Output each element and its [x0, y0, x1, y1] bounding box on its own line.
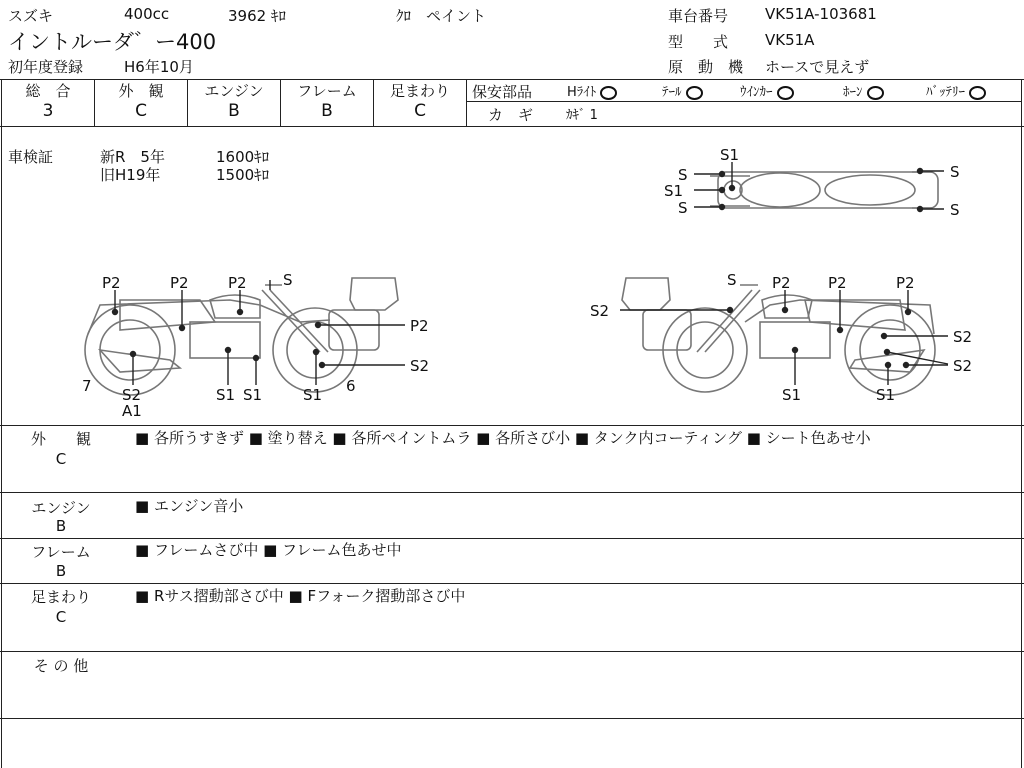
color: ｸﾛ ペイント	[396, 7, 487, 25]
motorcycle-top-view	[710, 172, 938, 208]
diagram-label: S1	[303, 386, 323, 404]
inspection-old-value: 1500ｷﾛ	[216, 166, 270, 184]
inspection-label: 車検証	[8, 148, 54, 166]
diagram-label: S	[678, 166, 688, 184]
model-name: イントルーダ゛ー400	[8, 30, 217, 54]
engine-label: 原 動 機	[668, 58, 744, 76]
safety-label: 保安部品	[472, 83, 533, 101]
ok-circle-icon	[686, 86, 703, 100]
safety-horn: ﾎｰﾝ	[843, 81, 884, 100]
diagram-label: P2	[170, 274, 189, 292]
ok-circle-icon	[969, 86, 986, 100]
diagram-label: S1	[664, 182, 684, 200]
diagram-label: S2	[122, 386, 142, 404]
diagram-label: P2	[772, 274, 791, 292]
comment-text-frame: ■ フレームさび中 ■ フレーム色あせ中	[135, 541, 402, 559]
grade-value-exterior: C	[135, 101, 147, 121]
inspection-old-label: 旧H19年	[100, 166, 161, 184]
grade-header-frame: フレーム	[297, 82, 357, 100]
mileage: 3962 ｷﾛ	[228, 7, 286, 25]
diagram-label: S2	[953, 357, 973, 375]
diagram-label: S	[950, 201, 960, 219]
diagram-label: P2	[102, 274, 121, 292]
first-reg-value: H6年10月	[124, 58, 194, 76]
comment-text-engine: ■ エンジン音小	[135, 497, 244, 515]
grade-value-engine: B	[228, 101, 240, 121]
grade-value-overall: 3	[42, 101, 54, 121]
ok-circle-icon	[867, 86, 884, 100]
frame-no-value: VK51A-103681	[765, 5, 877, 23]
type-label: 型 式	[668, 33, 729, 51]
diagram-label: P2	[228, 274, 247, 292]
maker: スズキ	[8, 7, 54, 25]
grade-header-exterior: 外 観	[118, 82, 164, 100]
diagram-label: 7	[82, 377, 92, 395]
safety-winker: ｳｲﾝｶｰ	[740, 81, 794, 100]
comment-title-engine: エンジン	[31, 499, 91, 517]
motorcycle-damage-diagram	[0, 126, 1024, 426]
diagram-label: S1	[876, 386, 896, 404]
engine-value: ホースで見えず	[765, 58, 870, 76]
diagram-label: S1	[216, 386, 236, 404]
comment-grade-frame: B	[55, 562, 67, 580]
comment-text-exterior: ■ 各所うすきず ■ 塗り替え ■ 各所ペイントムラ ■ 各所さび小 ■ タンク内コーティング ■ シート色あせ小	[135, 429, 871, 447]
diagram-label: S2	[590, 302, 610, 320]
diagram-label: S	[727, 271, 737, 289]
diagram-label: S1	[243, 386, 263, 404]
diagram-label: 6	[346, 377, 356, 395]
diagram-label: S1	[782, 386, 802, 404]
diagram-label: S	[283, 271, 293, 289]
ok-circle-icon	[777, 86, 794, 100]
comment-grade-suspension: C	[55, 608, 67, 626]
diagram-label: P2	[828, 274, 847, 292]
inspection-new-value: 1600ｷﾛ	[216, 148, 270, 166]
inspection-new-label: 新R 5年	[100, 148, 165, 166]
comment-title-suspension: 足まわり	[30, 588, 91, 606]
diagram-label: A1	[122, 402, 142, 420]
key-value: ｶｷﾞ 1	[566, 108, 598, 123]
grade-header-engine: エンジン	[204, 82, 264, 100]
diagram-label: P2	[896, 274, 915, 292]
diagram-label: S	[950, 163, 960, 181]
comment-title-other: そ の 他	[33, 657, 89, 675]
first-reg-label: 初年度登録	[8, 58, 84, 76]
diagram-label: S2	[410, 357, 430, 375]
key-label: カ ギ	[488, 106, 534, 124]
safety-battery: ﾊﾞｯﾃﾘｰ	[926, 81, 986, 100]
diagram-label: S2	[953, 328, 973, 346]
comment-text-suspension: ■ Rサス摺動部さび中 ■ Fフォーク摺動部さび中	[135, 587, 466, 605]
grade-header-suspension: 足まわり	[389, 82, 450, 100]
safety-headlight: Hﾗｲﾄ	[567, 81, 617, 100]
comment-title-exterior: 外 観	[30, 430, 91, 448]
ok-circle-icon	[600, 86, 617, 100]
diagram-label: S1	[720, 146, 740, 164]
comment-title-frame: フレーム	[31, 543, 91, 561]
displacement: 400cc	[124, 5, 170, 23]
type-value: VK51A	[765, 31, 815, 49]
diagram-label: P2	[410, 317, 429, 335]
grade-header-overall: 総 合	[25, 82, 71, 100]
frame-no-label: 車台番号	[668, 7, 729, 25]
diagram-label: S	[678, 199, 688, 217]
grade-value-suspension: C	[414, 101, 426, 121]
comment-grade-exterior: C	[55, 450, 67, 468]
safety-tail: ﾃｰﾙ	[662, 81, 703, 100]
comment-grade-engine: B	[55, 517, 67, 535]
grade-value-frame: B	[321, 101, 333, 121]
